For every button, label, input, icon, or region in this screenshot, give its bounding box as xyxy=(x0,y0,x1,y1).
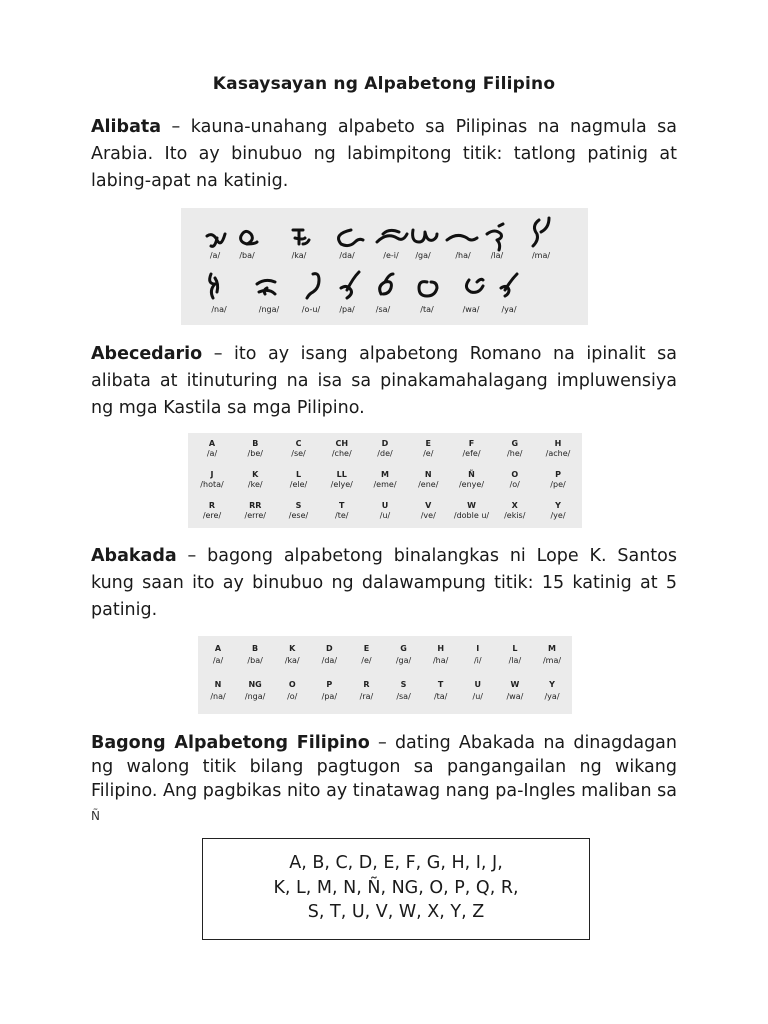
abakada-sound: /ga/ xyxy=(395,656,412,665)
alibata-term: Alibata xyxy=(91,117,162,137)
abecedario-sound: /ekis/ xyxy=(504,511,526,520)
bago-text: – dating Abakada na dinagdagan ng walong titik bilang pagtugon sa pangangailan ng wikang Filipino. Ang pagbikas nito ay tinatawag nang pa-Ingles maliban sa xyxy=(91,733,677,801)
abecedario-letter: D xyxy=(381,439,389,448)
alibata-sound-label: /o-u/ xyxy=(301,305,321,314)
abecedario-letter: J xyxy=(210,470,214,479)
abakada-sound: /ba/ xyxy=(247,656,263,665)
baybayin-glyph-ya xyxy=(501,274,517,296)
alibata-sound-label: /da/ xyxy=(339,251,355,260)
abakada-letter: A xyxy=(214,644,222,653)
abakada-letter: I xyxy=(476,644,480,653)
abecedario-sound: /ele/ xyxy=(289,480,308,489)
abecedario-sound: /ene/ xyxy=(418,480,439,489)
abecedario-paragraph xyxy=(91,341,677,422)
abakada-table xyxy=(198,636,572,714)
abakada-letter: G xyxy=(400,644,407,653)
abakada-letter: T xyxy=(437,680,444,689)
alibata-sound-label: /ya/ xyxy=(501,305,517,314)
abakada-sound: /la/ xyxy=(508,656,522,665)
alibata-sound-label: /e-i/ xyxy=(383,251,399,260)
abakada-sound: /a/ xyxy=(212,656,224,665)
baybayin-glyph-ga xyxy=(413,230,437,242)
abecedario-sound: /se/ xyxy=(291,449,306,458)
abecedario-sound: /erre/ xyxy=(244,511,266,520)
abakada-letter: K xyxy=(289,644,296,653)
abecedario-letter: RR xyxy=(249,501,262,510)
abakada-letter: S xyxy=(400,680,407,689)
abecedario-sound: /ere/ xyxy=(202,511,222,520)
abecedario-letter: E xyxy=(425,439,431,448)
baybayin-glyph-na xyxy=(210,274,218,298)
alibata-sound-label: /ka/ xyxy=(291,251,307,260)
abakada-sound: /na/ xyxy=(210,692,226,701)
abakada-letter: B xyxy=(252,644,259,653)
alibata-glyph-row-1 xyxy=(207,218,549,250)
abecedario-letter: K xyxy=(252,470,259,479)
abecedario-sound: /u/ xyxy=(379,511,391,520)
baybayin-glyph-la xyxy=(487,224,503,250)
abecedario-letter: A xyxy=(208,439,216,448)
abecedario-sound: /he/ xyxy=(507,449,523,458)
alibata-sound-label: /ma/ xyxy=(531,251,551,260)
abecedario-letter: R xyxy=(208,501,216,510)
abakada-letter: NG xyxy=(248,680,262,689)
abecedario-sound: /che/ xyxy=(331,449,352,458)
alibata-sound-label: /a/ xyxy=(209,251,221,260)
baybayin-glyph-wa xyxy=(466,279,483,292)
abakada-letter: P xyxy=(326,680,333,689)
abecedario-letter: W xyxy=(467,501,476,510)
abakada-letter: R xyxy=(363,680,370,689)
abecedario-letter: P xyxy=(555,470,561,479)
abecedario-sound: /elye/ xyxy=(330,480,353,489)
abecedario-sound: /ke/ xyxy=(247,480,263,489)
alibata-sound-label: /sa/ xyxy=(375,305,391,314)
baybayin-glyph-ta xyxy=(419,282,437,296)
abakada-sound: /wa/ xyxy=(506,692,524,701)
abakada-letter: D xyxy=(326,644,333,653)
abecedario-letter: T xyxy=(339,501,345,510)
abecedario-letter: LL xyxy=(336,470,347,479)
alibata-glyph-row-2 xyxy=(210,272,517,298)
abecedario-sound: /be/ xyxy=(247,449,263,458)
alibata-sound-label: /ta/ xyxy=(420,305,434,314)
abakada-letter: O xyxy=(288,680,296,689)
abecedario-sound: /enye/ xyxy=(458,480,485,489)
abecedario-sound: /o/ xyxy=(509,480,520,489)
baybayin-glyph-ei xyxy=(377,230,407,242)
alphabet-line-3: S, T, U, V, W, X, Y, Z xyxy=(307,902,485,922)
alibata-sound-label: /ba/ xyxy=(239,251,255,260)
abakada-sound: /sa/ xyxy=(396,692,411,701)
abecedario-letter: H xyxy=(554,439,562,448)
alphabet-line-2: K, L, M, N, Ñ, NG, O, P, Q, R, xyxy=(273,877,519,898)
abecedario-letter: L xyxy=(295,470,302,479)
abakada-sound: /ka/ xyxy=(284,656,300,665)
abakada-sound: /o/ xyxy=(287,692,298,701)
alibata-sound-label: /la/ xyxy=(490,251,504,260)
bago-term: Bagong Alpabetong Filipino xyxy=(91,733,370,753)
abakada-letter: E xyxy=(363,644,370,653)
abakada-letter: L xyxy=(512,644,518,653)
abecedario-letter: V xyxy=(425,501,432,510)
abakada-sound: /i/ xyxy=(473,656,482,665)
abecedario-sound: /doble u/ xyxy=(453,511,490,520)
abecedario-figure xyxy=(188,433,582,528)
abakada-sound: /u/ xyxy=(472,692,484,701)
modern-alphabet-box xyxy=(202,838,590,940)
abakada-letter: N xyxy=(214,680,222,689)
abecedario-letter: M xyxy=(381,470,389,479)
baybayin-glyph-da xyxy=(339,230,363,246)
abecedario-letter: S xyxy=(295,501,302,510)
abakada-term: Abakada xyxy=(91,546,177,566)
alibata-label-row-1 xyxy=(210,251,550,260)
abecedario-sound: /hota/ xyxy=(200,480,224,489)
baybayin-glyph-sa xyxy=(380,274,393,294)
alibata-sound-label: /na/ xyxy=(211,305,227,314)
abecedario-sound: /te/ xyxy=(335,511,349,520)
page-title: Kasaysayan ng Alpabetong Filipino xyxy=(212,74,556,94)
abakada-letter: M xyxy=(548,644,556,653)
abakada-sound: /nga/ xyxy=(244,692,266,701)
abecedario-letter: N xyxy=(424,470,432,479)
abecedario-sound: /ye/ xyxy=(550,511,566,520)
baybayin-glyph-a xyxy=(207,234,225,246)
abakada-letter: W xyxy=(510,680,520,689)
abecedario-sound: /ache/ xyxy=(545,449,571,458)
abakada-paragraph xyxy=(91,543,677,624)
alibata-paragraph xyxy=(91,114,677,195)
abecedario-letter: Y xyxy=(555,501,561,510)
abecedario-letter: B xyxy=(252,439,259,448)
baybayin-glyph-ka xyxy=(293,230,309,244)
alibata-label-row-2 xyxy=(211,305,517,314)
abecedario-letter: X xyxy=(511,501,518,510)
abecedario-term: Abecedario xyxy=(91,344,203,364)
abakada-text: – bagong alpabetong binalangkas ni Lope K. Santos kung saan ito ay binubuo ng dalawampung titik: 15 katinig at 5 patinig. xyxy=(91,546,677,620)
abakada-sound: /e/ xyxy=(361,656,372,665)
abakada-sound: /ra/ xyxy=(359,692,374,701)
alibata-sound-label: /nga/ xyxy=(258,305,280,314)
baybayin-glyph-ba xyxy=(241,231,257,244)
abecedario-sound: /pe/ xyxy=(550,480,566,489)
abecedario-sound: /eme/ xyxy=(373,480,397,489)
abakada-figure xyxy=(198,636,572,714)
abecedario-sound: /a/ xyxy=(206,449,218,458)
abakada-sound: /ta/ xyxy=(433,692,448,701)
abecedario-letter: Ñ xyxy=(468,470,475,479)
enye-letter: Ñ xyxy=(91,809,100,823)
alibata-script-figure xyxy=(181,208,588,325)
abakada-sound: /ha/ xyxy=(432,656,449,665)
bago-paragraph xyxy=(91,731,677,828)
abecedario-text: – ito ay isang alpabetong Romano na ipinalit sa alibata at itinuturing na isa sa pinakamahalagang impluwensiya ng mga Kastila sa mga Pilipino. xyxy=(91,344,677,418)
abecedario-letter: U xyxy=(381,501,389,510)
alibata-script-chart xyxy=(181,208,588,325)
abecedario-letter: C xyxy=(295,439,302,448)
abakada-sound: /ya/ xyxy=(544,692,560,701)
baybayin-glyph-ha xyxy=(447,235,477,240)
abecedario-sound: /ve/ xyxy=(420,511,436,520)
abakada-sound: /ma/ xyxy=(542,656,562,665)
alibata-sound-label: /ga/ xyxy=(415,251,431,260)
baybayin-glyph-pa xyxy=(341,272,359,298)
abecedario-sound: /e/ xyxy=(423,449,434,458)
baybayin-glyph-ou xyxy=(307,274,319,298)
abakada-letter: H xyxy=(437,644,445,653)
abakada-sound: /da/ xyxy=(321,656,338,665)
alphabet-line-1: A, B, C, D, E, F, G, H, I, J, xyxy=(289,853,503,873)
abecedario-letter: O xyxy=(511,470,519,479)
abecedario-letter: F xyxy=(468,439,475,448)
abakada-sound: /pa/ xyxy=(321,692,338,701)
alibata-sound-label: /pa/ xyxy=(339,305,355,314)
abecedario-letter: CH xyxy=(335,439,349,448)
abakada-letter: Y xyxy=(549,680,555,689)
alibata-sound-label: /ha/ xyxy=(455,251,471,260)
baybayin-glyph-ma xyxy=(533,218,549,246)
abecedario-table xyxy=(188,433,582,528)
abecedario-letter: G xyxy=(511,439,519,448)
alibata-sound-label: /wa/ xyxy=(462,305,480,314)
alibata-text: – kauna-unahang alpabeto sa Pilipinas na nagmula sa Arabia. Ito ay binubuo ng labimpitong titik: tatlong patinig at labing-apat na katinig. xyxy=(91,117,677,191)
abecedario-sound: /de/ xyxy=(377,449,393,458)
abecedario-sound: /ese/ xyxy=(288,511,309,520)
abakada-letter: U xyxy=(474,680,482,689)
abecedario-sound: /efe/ xyxy=(462,449,481,458)
baybayin-glyph-nga xyxy=(257,280,275,294)
